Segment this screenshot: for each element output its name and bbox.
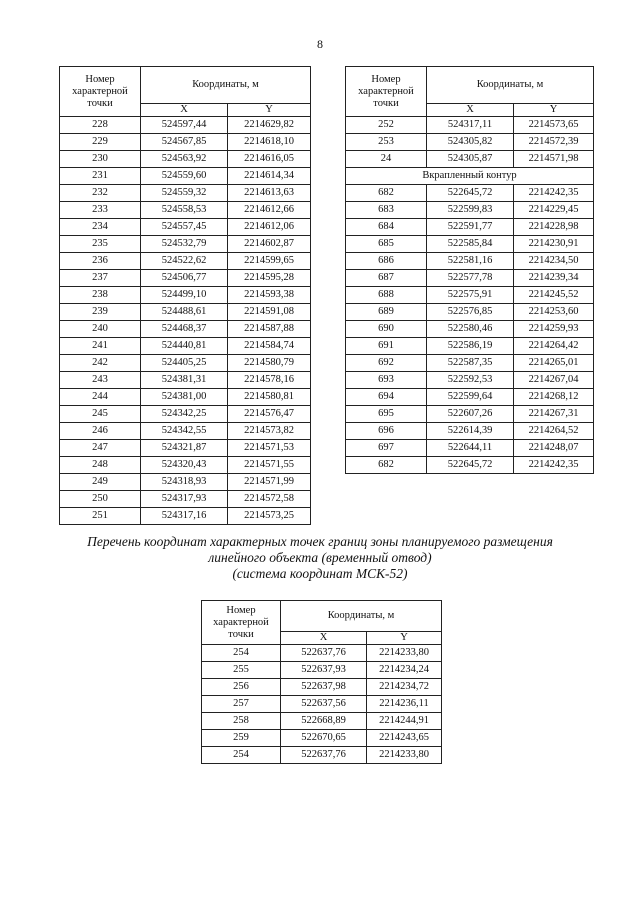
header-x: X — [281, 632, 367, 645]
x-coordinate-cell: 522580,46 — [427, 321, 514, 338]
y-coordinate-cell: 2214234,50 — [514, 253, 594, 270]
x-coordinate-cell: 524563,92 — [141, 151, 228, 168]
y-coordinate-cell: 2214228,98 — [514, 219, 594, 236]
y-coordinate-cell: 2214244,91 — [367, 713, 442, 730]
y-coordinate-cell: 2214616,05 — [228, 151, 311, 168]
table-row — [346, 270, 594, 287]
point-number-cell: 254 — [202, 747, 281, 764]
x-coordinate-cell: 524381,00 — [141, 389, 228, 406]
table-row — [60, 304, 311, 321]
y-coordinate-cell: 2214259,93 — [514, 321, 594, 338]
x-coordinate-cell: 524559,60 — [141, 168, 228, 185]
y-coordinate-cell: 2214267,31 — [514, 406, 594, 423]
table-row — [60, 151, 311, 168]
x-coordinate-cell: 524342,55 — [141, 423, 228, 440]
point-number-cell: 239 — [60, 304, 141, 321]
y-coordinate-cell: 2214595,28 — [228, 270, 311, 287]
header-y: Y — [228, 104, 311, 117]
y-coordinate-cell: 2214236,11 — [367, 696, 442, 713]
caption-line-3: (система координат МСК-52) — [232, 566, 408, 581]
table-row — [60, 508, 311, 525]
point-number-cell: 682 — [346, 457, 427, 474]
table-row — [60, 372, 311, 389]
x-coordinate-cell: 522576,85 — [427, 304, 514, 321]
x-coordinate-cell: 522585,84 — [427, 236, 514, 253]
point-number-cell: 228 — [60, 117, 141, 134]
point-number-cell: 250 — [60, 491, 141, 508]
x-coordinate-cell: 524318,93 — [141, 474, 228, 491]
table-row — [202, 696, 442, 713]
table-row — [60, 491, 311, 508]
table-row — [346, 338, 594, 355]
table-row — [60, 457, 311, 474]
x-coordinate-cell: 522591,77 — [427, 219, 514, 236]
y-coordinate-cell: 2214572,58 — [228, 491, 311, 508]
x-coordinate-cell: 522637,76 — [281, 747, 367, 764]
y-coordinate-cell: 2214614,34 — [228, 168, 311, 185]
header-point-number: Номер характерной точки — [60, 67, 141, 117]
header-y: Y — [514, 104, 594, 117]
x-coordinate-cell: 524405,25 — [141, 355, 228, 372]
x-coordinate-cell: 524567,85 — [141, 134, 228, 151]
table-row — [346, 236, 594, 253]
header-coordinates: Координаты, м — [141, 67, 311, 104]
y-coordinate-cell: 2214265,01 — [514, 355, 594, 372]
point-number-cell: 234 — [60, 219, 141, 236]
table-row — [346, 168, 594, 185]
x-coordinate-cell: 524499,10 — [141, 287, 228, 304]
x-coordinate-cell: 522607,26 — [427, 406, 514, 423]
point-number-cell: 232 — [60, 185, 141, 202]
x-coordinate-cell: 524557,45 — [141, 219, 228, 236]
y-coordinate-cell: 2214229,45 — [514, 202, 594, 219]
table-row — [60, 202, 311, 219]
y-coordinate-cell: 2214602,87 — [228, 236, 311, 253]
y-coordinate-cell: 2214242,35 — [514, 457, 594, 474]
table-row — [346, 219, 594, 236]
y-coordinate-cell: 2214267,04 — [514, 372, 594, 389]
x-coordinate-cell: 524342,25 — [141, 406, 228, 423]
x-coordinate-cell: 522645,72 — [427, 185, 514, 202]
coordinates-table-right — [345, 66, 594, 474]
table-right-body-top — [346, 117, 594, 168]
x-coordinate-cell: 522644,11 — [427, 440, 514, 457]
table-row — [346, 406, 594, 423]
point-number-cell: 252 — [346, 117, 427, 134]
point-number-cell: 238 — [60, 287, 141, 304]
x-coordinate-cell: 522581,16 — [427, 253, 514, 270]
point-number-cell: 689 — [346, 304, 427, 321]
x-coordinate-cell: 524320,43 — [141, 457, 228, 474]
table-row — [60, 117, 311, 134]
point-number-cell: 694 — [346, 389, 427, 406]
point-number-cell: 697 — [346, 440, 427, 457]
table-row — [346, 202, 594, 219]
point-number-cell: 230 — [60, 151, 141, 168]
x-coordinate-cell: 524317,93 — [141, 491, 228, 508]
y-coordinate-cell: 2214245,52 — [514, 287, 594, 304]
y-coordinate-cell: 2214587,88 — [228, 321, 311, 338]
point-number-cell: 259 — [202, 730, 281, 747]
table-row — [346, 185, 594, 202]
point-number-cell: 24 — [346, 151, 427, 168]
y-coordinate-cell: 2214239,34 — [514, 270, 594, 287]
point-number-cell: 693 — [346, 372, 427, 389]
header-point-number: Номер характерной точки — [202, 601, 281, 645]
x-coordinate-cell: 522599,64 — [427, 389, 514, 406]
point-number-cell: 690 — [346, 321, 427, 338]
header-x: X — [427, 104, 514, 117]
table-row — [346, 304, 594, 321]
table-row — [346, 457, 594, 474]
y-coordinate-cell: 2214571,99 — [228, 474, 311, 491]
y-coordinate-cell: 2214580,81 — [228, 389, 311, 406]
y-coordinate-cell: 2214618,10 — [228, 134, 311, 151]
y-coordinate-cell: 2214599,65 — [228, 253, 311, 270]
x-coordinate-cell: 522670,65 — [281, 730, 367, 747]
y-coordinate-cell: 2214230,91 — [514, 236, 594, 253]
x-coordinate-cell: 524559,32 — [141, 185, 228, 202]
table-row — [346, 287, 594, 304]
table-row — [60, 423, 311, 440]
y-coordinate-cell: 2214580,79 — [228, 355, 311, 372]
y-coordinate-cell: 2214612,06 — [228, 219, 311, 236]
inner-contour-label: Вкрапленный контур — [346, 168, 594, 185]
x-coordinate-cell: 524317,11 — [427, 117, 514, 134]
header-y: Y — [367, 632, 442, 645]
y-coordinate-cell: 2214234,24 — [367, 662, 442, 679]
point-number-cell: 236 — [60, 253, 141, 270]
table-row — [346, 355, 594, 372]
table-row — [60, 185, 311, 202]
table-row — [60, 338, 311, 355]
point-number-cell: 245 — [60, 406, 141, 423]
y-coordinate-cell: 2214571,55 — [228, 457, 311, 474]
table-row — [202, 747, 442, 764]
point-number-cell: 685 — [346, 236, 427, 253]
point-number-cell: 258 — [202, 713, 281, 730]
y-coordinate-cell: 2214233,80 — [367, 747, 442, 764]
x-coordinate-cell: 524468,37 — [141, 321, 228, 338]
x-coordinate-cell: 524381,31 — [141, 372, 228, 389]
y-coordinate-cell: 2214573,65 — [514, 117, 594, 134]
page-number: 8 — [317, 37, 323, 51]
table-row — [346, 440, 594, 457]
point-number-cell: 695 — [346, 406, 427, 423]
y-coordinate-cell: 2214576,47 — [228, 406, 311, 423]
x-coordinate-cell: 522587,35 — [427, 355, 514, 372]
y-coordinate-cell: 2214613,63 — [228, 185, 311, 202]
point-number-cell: 235 — [60, 236, 141, 253]
section-caption — [0, 534, 640, 582]
y-coordinate-cell: 2214573,25 — [228, 508, 311, 525]
table-row — [202, 662, 442, 679]
table-row — [60, 355, 311, 372]
x-coordinate-cell: 522575,91 — [427, 287, 514, 304]
point-number-cell: 687 — [346, 270, 427, 287]
point-number-cell: 237 — [60, 270, 141, 287]
y-coordinate-cell: 2214578,16 — [228, 372, 311, 389]
point-number-cell: 253 — [346, 134, 427, 151]
y-coordinate-cell: 2214571,53 — [228, 440, 311, 457]
point-number-cell: 688 — [346, 287, 427, 304]
y-coordinate-cell: 2214253,60 — [514, 304, 594, 321]
header-coordinates: Координаты, м — [281, 601, 442, 632]
table-row — [202, 713, 442, 730]
x-coordinate-cell: 524440,81 — [141, 338, 228, 355]
table-row — [60, 474, 311, 491]
header-x: X — [141, 104, 228, 117]
point-number-cell: 251 — [60, 508, 141, 525]
y-coordinate-cell: 2214234,72 — [367, 679, 442, 696]
point-number-cell: 256 — [202, 679, 281, 696]
table-row — [202, 645, 442, 662]
coordinates-table-left — [59, 66, 311, 525]
x-coordinate-cell: 522637,93 — [281, 662, 367, 679]
x-coordinate-cell: 524317,16 — [141, 508, 228, 525]
table-row — [60, 168, 311, 185]
y-coordinate-cell: 2214573,82 — [228, 423, 311, 440]
header-coordinates: Координаты, м — [427, 67, 594, 104]
inner-contour-section — [346, 168, 594, 185]
y-coordinate-cell: 2214591,08 — [228, 304, 311, 321]
table-row — [346, 389, 594, 406]
point-number-cell: 240 — [60, 321, 141, 338]
point-number-cell: 249 — [60, 474, 141, 491]
table-row — [346, 117, 594, 134]
table-row — [60, 389, 311, 406]
caption-line-1: Перечень координат характерных точек границ зоны планируемого размещения — [87, 534, 553, 549]
x-coordinate-cell: 524532,79 — [141, 236, 228, 253]
x-coordinate-cell: 524321,87 — [141, 440, 228, 457]
point-number-cell: 243 — [60, 372, 141, 389]
y-coordinate-cell: 2214593,38 — [228, 287, 311, 304]
y-coordinate-cell: 2214571,98 — [514, 151, 594, 168]
point-number-cell: 255 — [202, 662, 281, 679]
table-row — [60, 287, 311, 304]
y-coordinate-cell: 2214248,07 — [514, 440, 594, 457]
point-number-cell: 683 — [346, 202, 427, 219]
point-number-cell: 247 — [60, 440, 141, 457]
point-number-cell: 691 — [346, 338, 427, 355]
table-row — [60, 253, 311, 270]
point-number-cell: 242 — [60, 355, 141, 372]
point-number-cell: 241 — [60, 338, 141, 355]
x-coordinate-cell: 522637,76 — [281, 645, 367, 662]
y-coordinate-cell: 2214243,65 — [367, 730, 442, 747]
x-coordinate-cell: 524597,44 — [141, 117, 228, 134]
point-number-cell: 684 — [346, 219, 427, 236]
table-row — [346, 151, 594, 168]
table-row — [60, 321, 311, 338]
table-row — [346, 134, 594, 151]
header-point-number: Номер характерной точки — [346, 67, 427, 117]
y-coordinate-cell: 2214264,52 — [514, 423, 594, 440]
table-bottom-body — [202, 645, 442, 764]
y-coordinate-cell: 2214242,35 — [514, 185, 594, 202]
x-coordinate-cell: 522577,78 — [427, 270, 514, 287]
table-row — [346, 321, 594, 338]
coordinates-table-temporary — [201, 600, 442, 764]
table-row — [60, 219, 311, 236]
x-coordinate-cell: 522637,56 — [281, 696, 367, 713]
y-coordinate-cell: 2214584,74 — [228, 338, 311, 355]
y-coordinate-cell: 2214629,82 — [228, 117, 311, 134]
table-row — [346, 372, 594, 389]
x-coordinate-cell: 522668,89 — [281, 713, 367, 730]
table-row — [60, 134, 311, 151]
table-row — [60, 236, 311, 253]
y-coordinate-cell: 2214572,39 — [514, 134, 594, 151]
table-row — [60, 440, 311, 457]
table-row — [346, 423, 594, 440]
table-row — [202, 679, 442, 696]
point-number-cell: 244 — [60, 389, 141, 406]
x-coordinate-cell: 522614,39 — [427, 423, 514, 440]
x-coordinate-cell: 524522,62 — [141, 253, 228, 270]
point-number-cell: 692 — [346, 355, 427, 372]
x-coordinate-cell: 524506,77 — [141, 270, 228, 287]
point-number-cell: 246 — [60, 423, 141, 440]
table-row — [202, 730, 442, 747]
table-row — [346, 253, 594, 270]
point-number-cell: 686 — [346, 253, 427, 270]
x-coordinate-cell: 524558,53 — [141, 202, 228, 219]
table-row — [60, 270, 311, 287]
point-number-cell: 231 — [60, 168, 141, 185]
point-number-cell: 248 — [60, 457, 141, 474]
point-number-cell: 233 — [60, 202, 141, 219]
x-coordinate-cell: 524488,61 — [141, 304, 228, 321]
y-coordinate-cell: 2214268,12 — [514, 389, 594, 406]
y-coordinate-cell: 2214233,80 — [367, 645, 442, 662]
point-number-cell: 696 — [346, 423, 427, 440]
x-coordinate-cell: 524305,87 — [427, 151, 514, 168]
x-coordinate-cell: 524305,82 — [427, 134, 514, 151]
point-number-cell: 254 — [202, 645, 281, 662]
x-coordinate-cell: 522586,19 — [427, 338, 514, 355]
point-number-cell: 682 — [346, 185, 427, 202]
point-number-cell: 257 — [202, 696, 281, 713]
table-row — [60, 406, 311, 423]
table-right-body-bottom — [346, 185, 594, 474]
table-left-body — [60, 117, 311, 525]
point-number-cell: 229 — [60, 134, 141, 151]
caption-line-2: линейного объекта (временный отвод) — [208, 550, 432, 565]
x-coordinate-cell: 522645,72 — [427, 457, 514, 474]
y-coordinate-cell: 2214612,66 — [228, 202, 311, 219]
x-coordinate-cell: 522637,98 — [281, 679, 367, 696]
x-coordinate-cell: 522592,53 — [427, 372, 514, 389]
y-coordinate-cell: 2214264,42 — [514, 338, 594, 355]
x-coordinate-cell: 522599,83 — [427, 202, 514, 219]
